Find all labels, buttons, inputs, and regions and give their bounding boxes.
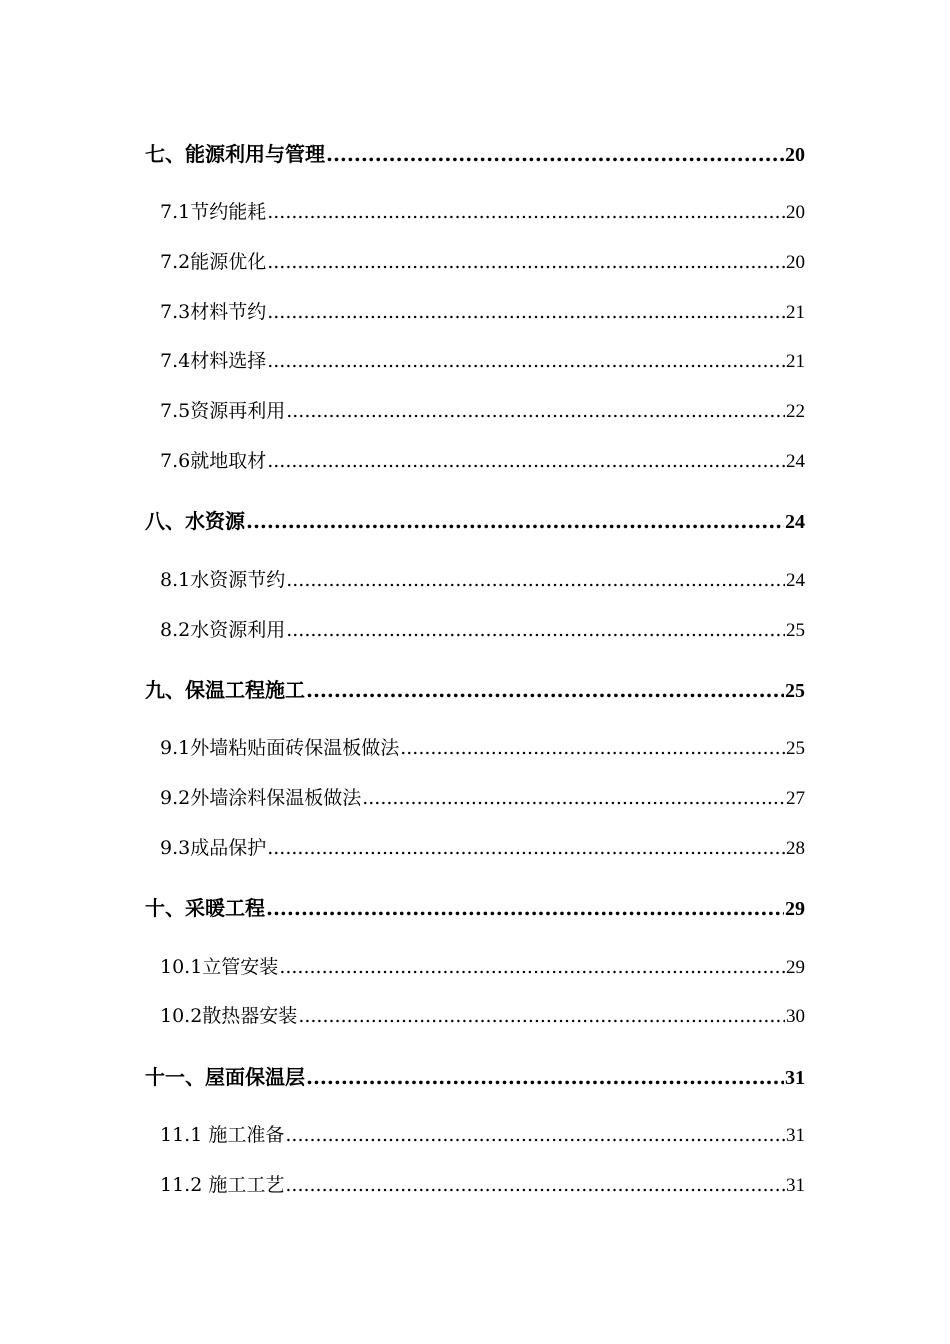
toc-entry[interactable] [160, 1120, 805, 1147]
dot-leader [362, 787, 785, 809]
toc-entry[interactable] [160, 396, 805, 423]
dot-leader [326, 142, 784, 166]
toc-entry-page: 31 [786, 1175, 805, 1196]
toc-entry-page: 31 [786, 1125, 805, 1146]
dot-leader [285, 1124, 785, 1146]
toc-entry-title: 8.1水资源节约 [160, 569, 286, 591]
toc-entry[interactable] [160, 1170, 805, 1197]
toc-entry-title: 九、保温工程施工 [145, 678, 305, 702]
toc-entry[interactable] [160, 446, 805, 473]
toc-entry-title: 十一、屋面保温层 [145, 1065, 305, 1089]
toc-entry-title: 7.2能源优化 [160, 251, 267, 273]
toc-entry-page: 24 [786, 451, 805, 472]
dot-leader [246, 509, 784, 533]
toc-entry[interactable] [160, 565, 805, 592]
toc-entry[interactable] [160, 247, 805, 274]
toc-entry[interactable] [160, 733, 805, 760]
toc-entry-page: 30 [786, 1006, 805, 1027]
toc-entry[interactable] [160, 952, 805, 979]
dot-leader [285, 1174, 785, 1196]
dot-leader [400, 737, 785, 759]
dot-leader [267, 350, 785, 372]
dot-leader [286, 619, 785, 641]
toc-entry[interactable] [145, 138, 805, 167]
dot-leader [286, 400, 785, 422]
toc-entry-title: 七、能源利用与管理 [145, 142, 325, 166]
toc-entry-page: 27 [786, 788, 805, 809]
toc-entry-title: 9.1外墙粘贴面砖保温板做法 [160, 737, 400, 759]
toc-entry-title: 7.4材料选择 [160, 350, 267, 372]
toc-entry[interactable] [160, 297, 805, 324]
toc-entry-title: 八、水资源 [145, 509, 245, 533]
dot-leader [267, 251, 785, 273]
toc-entry-page: 25 [785, 680, 805, 702]
toc-entry-page: 29 [786, 957, 805, 978]
toc-entry[interactable] [145, 674, 805, 703]
toc-entry[interactable] [160, 346, 805, 373]
dot-leader [266, 896, 784, 920]
toc-entry-page: 20 [786, 252, 805, 273]
toc-entry-page: 25 [786, 738, 805, 759]
dot-leader [298, 1005, 785, 1027]
dot-leader [286, 569, 785, 591]
toc-entry-page: 24 [786, 570, 805, 591]
toc-entry[interactable] [160, 833, 805, 860]
toc-entry-title: 7.1节约能耗 [160, 201, 267, 223]
toc-entry[interactable] [160, 615, 805, 642]
toc-entry-page: 22 [786, 401, 805, 422]
toc-entry[interactable] [160, 197, 805, 224]
toc-entry[interactable] [145, 505, 805, 534]
toc-entry-title: 8.2水资源利用 [160, 619, 286, 641]
toc-entry-page: 29 [785, 898, 805, 920]
toc-entry-page: 31 [785, 1067, 805, 1089]
toc-entry[interactable] [160, 1001, 805, 1028]
dot-leader [279, 956, 785, 978]
dot-leader [267, 301, 785, 323]
toc-entry-title: 11.1 施工准备 [160, 1124, 285, 1146]
toc-entry-title: 7.3材料节约 [160, 301, 267, 323]
dot-leader [267, 201, 785, 223]
toc-entry-page: 20 [785, 144, 805, 166]
toc-entry-page: 21 [786, 351, 805, 372]
toc-entry-page: 21 [786, 302, 805, 323]
toc-entry-title: 10.1立管安装 [160, 956, 279, 978]
toc-entry[interactable] [160, 783, 805, 810]
toc-entry-title: 9.3成品保护 [160, 837, 267, 859]
toc-entry-title: 7.5资源再利用 [160, 400, 286, 422]
toc-entry-page: 28 [786, 838, 805, 859]
dot-leader [267, 837, 785, 859]
dot-leader [306, 678, 784, 702]
toc-entry-title: 7.6就地取材 [160, 450, 267, 472]
toc-entry-title: 10.2散热器安装 [160, 1005, 298, 1027]
toc-entry-title: 十、采暖工程 [145, 896, 265, 920]
toc-entry-page: 20 [786, 202, 805, 223]
toc-entry[interactable] [145, 892, 805, 921]
toc-entry-title: 9.2外墙涂料保温板做法 [160, 787, 362, 809]
dot-leader [306, 1065, 784, 1089]
toc-entry-title: 11.2 施工工艺 [160, 1174, 285, 1196]
toc-entry-page: 24 [785, 511, 805, 533]
toc-entry-page: 25 [786, 620, 805, 641]
toc-entry[interactable] [145, 1061, 805, 1090]
dot-leader [267, 450, 785, 472]
